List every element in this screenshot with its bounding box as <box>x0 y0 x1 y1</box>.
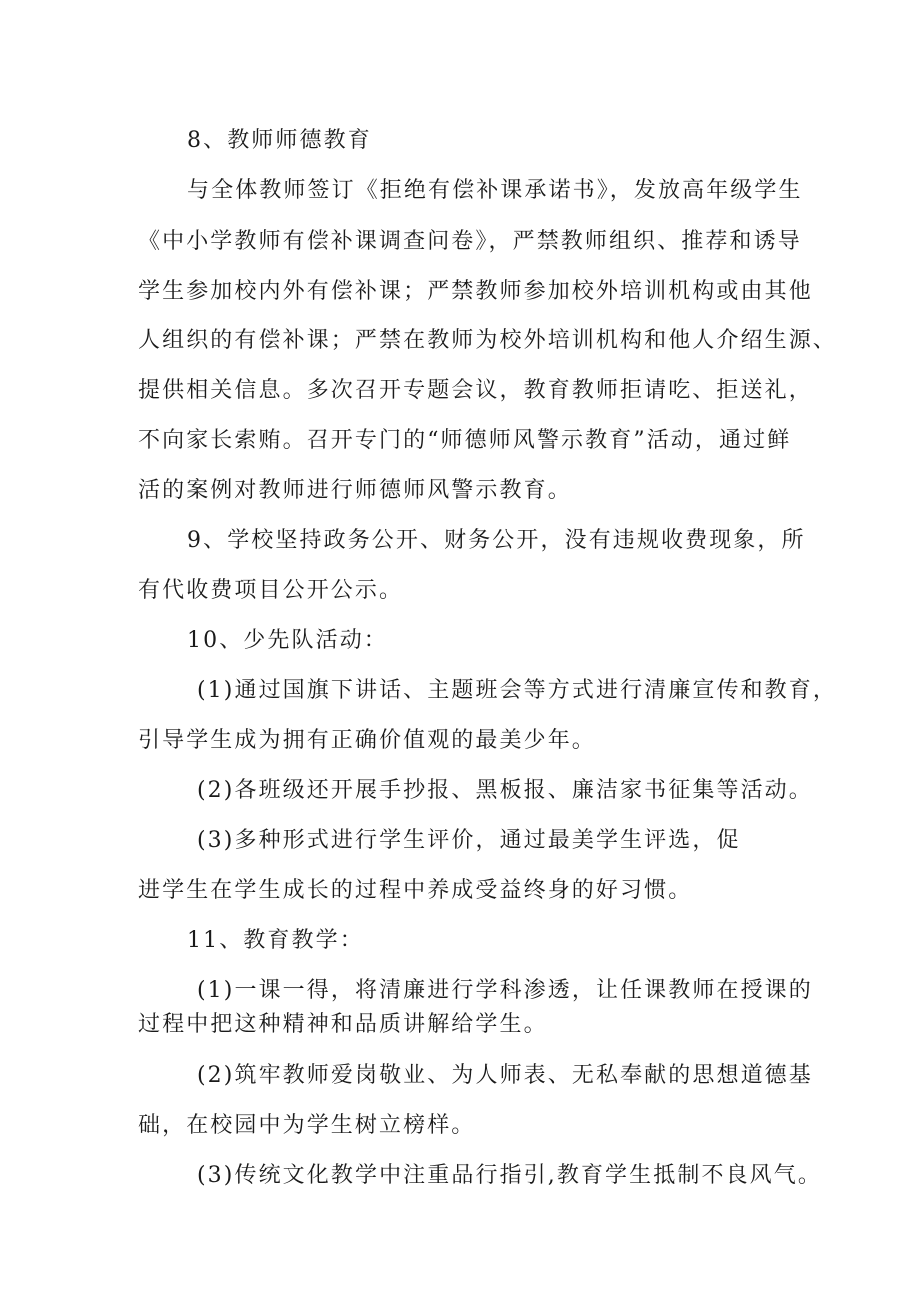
paragraph-line: 引导学生成为拥有正确价值观的最美少年。 <box>138 728 596 753</box>
list-item: (2)各班级还开展手抄报、黑板报、廉洁家书征集等活动。 <box>197 778 813 803</box>
paragraph-line: 过程中把这种精神和品质讲解给学生。 <box>138 1012 548 1037</box>
paragraph-line: 学生参加校内外有偿补课；严禁教师参加校外培训机构或由其他 <box>138 279 813 304</box>
paragraph-line: 活的案例对教师进行师德师风警示教育。 <box>138 478 572 503</box>
list-item: (1)一课一得，将清廉进行学科渗透，让任课教师在授课的 <box>197 978 813 1003</box>
section-heading-8: 8、教师师德教育 <box>187 128 372 153</box>
section-heading-9: 9、学校坚持政务公开、财务公开，没有违规收费现象，所 <box>187 528 806 553</box>
list-item: (3)多种形式进行学生评价，通过最美学生评选，促 <box>197 828 741 853</box>
paragraph-line: 与全体教师签订《拒绝有偿补课承诺书》，发放高年级学生 <box>187 178 803 203</box>
list-item: (3)传统文化教学中注重品行指引,教育学生抵制不良风气。 <box>197 1163 822 1188</box>
paragraph-line: 进学生在学生成长的过程中养成受益终身的好习惯。 <box>138 878 693 903</box>
paragraph-line: 础，在校园中为学生树立榜样。 <box>138 1113 476 1138</box>
list-item: (2)筑牢教师爱岗敬业、为人师表、无私奉献的思想道德基 <box>197 1063 813 1088</box>
paragraph-line: 《中小学教师有偿补课调查问卷》，严禁教师组织、推荐和诱导 <box>138 229 802 254</box>
section-heading-10: 10、少先队活动： <box>187 628 388 653</box>
paragraph-line: 不向家长索贿。召开专门的“师德师风警示教育”活动，通过鲜 <box>138 428 792 453</box>
list-item: (1)通过国旗下讲话、主题班会等方式进行清廉宣传和教育， <box>197 678 837 703</box>
paragraph-line: 人组织的有偿补课；严禁在教师为校外培训机构和他人介绍生源、 <box>138 328 837 353</box>
paragraph-line: 有代收费项目公开公示。 <box>138 578 404 603</box>
section-heading-11: 11、教育教学： <box>187 928 364 953</box>
paragraph-line: 提供相关信息。多次召开专题会议，教育教师拒请吃、拒送礼， <box>138 378 813 403</box>
